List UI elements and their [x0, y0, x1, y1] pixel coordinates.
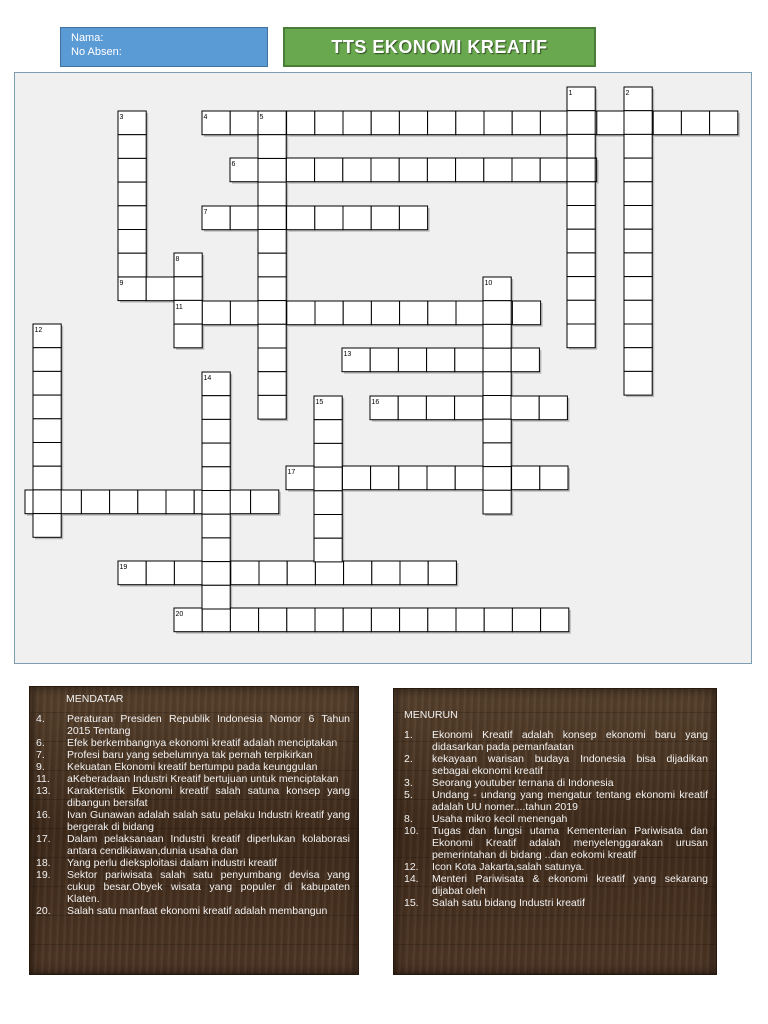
crossword-cell[interactable]	[427, 158, 455, 182]
crossword-cell[interactable]	[146, 561, 174, 585]
crossword-cell[interactable]	[202, 396, 230, 420]
crossword-cell[interactable]	[258, 395, 286, 419]
crossword-cell[interactable]	[512, 111, 540, 135]
clue-text: Usaha mikro kecil menengah	[432, 813, 568, 825]
crossword-cell[interactable]	[174, 561, 202, 585]
clue-text: Ekonomi Kreatif adalah konsep ekonomi baru yang didasarkan pada pemanfaatan	[432, 729, 708, 753]
crossword-cell[interactable]	[166, 490, 194, 514]
crossword-cell[interactable]	[230, 111, 258, 135]
crossword-cell[interactable]	[146, 277, 174, 301]
crossword-cell[interactable]	[428, 301, 456, 325]
crossword-cell[interactable]	[455, 396, 483, 420]
cell-number: 6	[231, 161, 236, 168]
crossword-cell[interactable]	[202, 491, 230, 515]
title-banner	[283, 27, 596, 67]
menurun-clue	[404, 897, 708, 909]
crossword-cell[interactable]	[483, 467, 511, 491]
crossword-cell[interactable]	[314, 443, 342, 467]
cell-number: 15	[315, 399, 324, 406]
crossword-cell[interactable]	[118, 182, 146, 206]
clue-number: 20.	[36, 905, 51, 917]
menurun-clue	[404, 825, 708, 861]
clue-number: 4.	[36, 713, 45, 725]
cell-number: 9	[119, 280, 124, 287]
crossword-cell[interactable]	[398, 396, 426, 420]
clue-number: 17.	[36, 833, 51, 845]
clue-text: Karakteristik Ekonomi kreatif salah satuna konsep yang dibangun bersifat	[67, 785, 350, 809]
clue-number: 19.	[36, 869, 51, 881]
crossword-cell[interactable]	[230, 608, 258, 632]
crossword-cell[interactable]	[342, 466, 370, 490]
crossword-cell[interactable]	[456, 158, 484, 182]
mendatar-clue	[36, 773, 350, 785]
mendatar-clue	[36, 785, 350, 809]
crossword-cell[interactable]	[624, 253, 652, 277]
crossword-cell[interactable]	[681, 111, 709, 135]
crossword-cell[interactable]	[33, 490, 61, 514]
crossword-cell[interactable]	[251, 490, 279, 514]
clue-text: kekayaan warisan budaya Indonesia bisa dijadikan sebagai ekonomi kreatif	[432, 753, 708, 777]
crossword-cell[interactable]	[81, 490, 109, 514]
crossword-cell[interactable]	[315, 561, 343, 585]
crossword-cell[interactable]	[399, 158, 427, 182]
crossword-cell[interactable]	[483, 396, 511, 420]
page-title: TTS EKONOMI KREATIF	[331, 36, 548, 57]
crossword-cell[interactable]	[512, 158, 540, 182]
clue-text: Salah satu manfaat ekonomi kreatif adalah membangun	[67, 905, 328, 917]
crossword-cell[interactable]	[33, 419, 61, 443]
mendatar-clue	[36, 869, 350, 905]
crossword-cell[interactable]	[118, 206, 146, 230]
crossword-cell[interactable]	[202, 467, 230, 491]
crossword-cell[interactable]	[138, 490, 166, 514]
clue-number: 18.	[36, 857, 51, 869]
crossword-cell[interactable]	[258, 253, 286, 277]
crossword-cell[interactable]	[287, 111, 315, 135]
clue-number: 5.	[404, 789, 413, 801]
crossword-cell[interactable]	[202, 301, 230, 325]
crossword-cell[interactable]	[624, 134, 652, 158]
crossword-cell[interactable]	[202, 514, 230, 538]
crossword-cell[interactable]	[511, 396, 539, 420]
clue-text: Icon Kota Jakarta,salah satunya.	[432, 861, 585, 873]
crossword-cell[interactable]	[399, 466, 427, 490]
crossword-cell[interactable]	[315, 158, 343, 182]
clue-text: aKeberadaan Industri Kreatif bertujuan untuk menciptakan	[67, 773, 339, 785]
clue-text: Yang perlu dieksploitasi dalam industri kreatif	[67, 857, 277, 869]
crossword-cell[interactable]	[400, 608, 428, 632]
crossword-cell[interactable]	[258, 372, 286, 396]
no-absen-label: No Absen:	[71, 46, 122, 58]
crossword-cell[interactable]	[314, 420, 342, 444]
clue-number: 2.	[404, 753, 413, 765]
cell-number: 1	[568, 90, 573, 97]
menurun-heading: MENURUN	[404, 709, 458, 721]
crossword-cell[interactable]	[399, 206, 427, 230]
crossword-cell[interactable]	[202, 443, 230, 467]
menurun-clue-list	[404, 729, 708, 909]
crossword-cell[interactable]	[624, 371, 652, 395]
crossword-cell[interactable]	[33, 466, 61, 490]
crossword-cell[interactable]	[483, 490, 511, 514]
crossword-cell[interactable]	[624, 111, 652, 135]
crossword-cell[interactable]	[512, 608, 540, 632]
crossword-cell[interactable]	[484, 158, 512, 182]
crossword-cell[interactable]	[371, 158, 399, 182]
cell-number: 19	[119, 564, 128, 571]
crossword-cell[interactable]	[315, 206, 343, 230]
crossword-cell[interactable]	[539, 396, 567, 420]
crossword-cell[interactable]	[287, 301, 315, 325]
clue-number: 3.	[404, 777, 413, 789]
crossword-cell[interactable]	[258, 135, 286, 159]
clue-number: 8.	[404, 813, 413, 825]
crossword-cell[interactable]	[258, 206, 286, 230]
nama-label: Nama:	[71, 32, 104, 44]
clue-text: Sektor pariwisata salah satu penyumbang devisa yang cukup besar.Obyek wisata yang populer di kabupaten Klaten.	[67, 869, 350, 905]
crossword-cell[interactable]	[287, 206, 315, 230]
crossword-cell[interactable]	[258, 182, 286, 206]
crossword-cell[interactable]	[710, 111, 738, 135]
crossword-cell[interactable]	[483, 301, 511, 325]
crossword-cell[interactable]	[370, 348, 398, 372]
clue-text: Efek berkembangnya ekonomi kreatif adalah menciptakan	[67, 737, 338, 749]
crossword-cell[interactable]	[567, 277, 595, 301]
crossword-cell[interactable]	[540, 466, 568, 490]
crossword-cell[interactable]	[624, 182, 652, 206]
clue-text: Peraturan Presiden Republik Indonesia Nomor 6 Tahun 2015 Tentang	[67, 713, 350, 737]
crossword-cell[interactable]	[202, 419, 230, 443]
crossword-cell[interactable]	[259, 561, 287, 585]
crossword-cell[interactable]	[428, 608, 456, 632]
crossword-cell[interactable]	[455, 466, 483, 490]
crossword-cell[interactable]	[343, 111, 371, 135]
crossword-cell[interactable]	[597, 111, 625, 135]
crossword-cell[interactable]	[371, 206, 399, 230]
crossword-cell[interactable]	[315, 301, 343, 325]
clue-number: 12.	[404, 861, 419, 873]
crossword-cell[interactable]	[398, 348, 426, 372]
crossword-panel	[14, 72, 752, 664]
crossword-cell[interactable]	[33, 395, 61, 419]
mendatar-clue	[36, 713, 350, 737]
crossword-cell[interactable]	[33, 371, 61, 395]
crossword-cell[interactable]	[540, 111, 568, 135]
crossword-cell[interactable]	[624, 206, 652, 230]
crossword-cell[interactable]	[511, 348, 539, 372]
crossword-cell[interactable]	[371, 466, 399, 490]
crossword-cell[interactable]	[427, 466, 455, 490]
clue-number: 14.	[404, 873, 419, 885]
crossword-cell[interactable]	[427, 348, 455, 372]
clue-text: Ivan Gunawan adalah salah satu pelaku Industri kreatif yang bergerak di bidang	[67, 809, 350, 833]
clue-number: 13.	[36, 785, 51, 797]
crossword-cell[interactable]	[314, 491, 342, 515]
clue-number: 15.	[404, 897, 419, 909]
crossword-cell[interactable]	[314, 467, 342, 491]
menurun-clue	[404, 873, 708, 897]
cell-number: 13	[343, 351, 352, 358]
menurun-clue	[404, 813, 708, 825]
clue-text: Profesi baru yang sebelumnya tak pernah terpikirkan	[67, 749, 313, 761]
crossword-cell[interactable]	[567, 158, 595, 182]
crossword-cell[interactable]	[567, 253, 595, 277]
mendatar-clue	[36, 749, 350, 761]
crossword-cell[interactable]	[540, 158, 568, 182]
crossword-cell[interactable]	[286, 158, 314, 182]
crossword-cell[interactable]	[314, 538, 342, 562]
cell-number: 12	[34, 327, 43, 334]
crossword-cell[interactable]	[456, 301, 484, 325]
crossword-cell[interactable]	[314, 515, 342, 539]
crossword-cell[interactable]	[624, 229, 652, 253]
crossword-cell[interactable]	[371, 111, 399, 135]
crossword-cell[interactable]	[653, 111, 681, 135]
clue-text: Salah satu bidang Industri kreatif	[432, 897, 585, 909]
crossword-cell[interactable]	[428, 111, 456, 135]
crossword-cell[interactable]	[258, 158, 286, 182]
crossword-cell[interactable]	[343, 158, 371, 182]
crossword-cell[interactable]	[118, 135, 146, 159]
mendatar-clue-panel	[29, 686, 359, 975]
crossword-cell[interactable]	[484, 608, 512, 632]
menurun-clue	[404, 729, 708, 753]
cell-number: 20	[175, 611, 184, 618]
crossword-cell[interactable]	[512, 466, 540, 490]
menurun-clue	[404, 753, 708, 777]
clue-text: Menteri Pariwisata & ekonomi kreatif yang sekarang dijabat oleh	[432, 873, 708, 897]
crossword-cell[interactable]	[400, 301, 428, 325]
crossword-cell[interactable]	[624, 277, 652, 301]
clue-text: Undang - undang yang mengatur tentang ekonomi kreatif adalah UU nomer....tahun 2019	[432, 789, 708, 813]
mendatar-clue	[36, 737, 350, 749]
crossword-cell[interactable]	[231, 561, 259, 585]
cell-number: 8	[175, 256, 180, 263]
crossword-cell[interactable]	[428, 561, 456, 585]
crossword-cell[interactable]	[372, 561, 400, 585]
crossword-cell[interactable]	[230, 301, 258, 325]
crossword-cell[interactable]	[202, 608, 230, 632]
crossword-cell[interactable]	[118, 158, 146, 182]
crossword-cell[interactable]	[400, 561, 428, 585]
crossword-cell[interactable]	[483, 372, 511, 396]
crossword-cell[interactable]	[174, 277, 202, 301]
mendatar-clue	[36, 905, 350, 917]
cell-number: 4	[203, 114, 208, 121]
clue-text: Seorang youtuber ternana di Indonesia	[432, 777, 614, 789]
crossword-cell[interactable]	[259, 608, 287, 632]
crossword-cell[interactable]	[456, 608, 484, 632]
cell-number: 14	[203, 375, 212, 382]
crossword-cell[interactable]	[33, 514, 61, 538]
crossword-cell[interactable]	[202, 538, 230, 562]
crossword-cell[interactable]	[258, 277, 286, 301]
crossword-cell[interactable]	[426, 396, 454, 420]
crossword-cell[interactable]	[624, 300, 652, 324]
crossword-cell[interactable]	[343, 206, 371, 230]
cell-number: 7	[203, 209, 208, 216]
crossword-cell[interactable]	[230, 206, 258, 230]
crossword-cell[interactable]	[287, 608, 315, 632]
crossword-cell[interactable]	[567, 324, 595, 348]
clue-text: Tugas dan fungsi utama Kementerian Pariwisata dan Ekonomi Kreatif adalah menyelenggarakan urusan pemerintahan di bidang ..dan eokomi kreatif	[432, 825, 708, 861]
crossword-cell[interactable]	[483, 419, 511, 443]
cell-number: 5	[259, 114, 264, 121]
crossword-cell[interactable]	[567, 134, 595, 158]
crossword-cell[interactable]	[624, 158, 652, 182]
mendatar-clue	[36, 857, 350, 869]
mendatar-heading: MENDATAR	[66, 693, 124, 705]
crossword-cell[interactable]	[118, 253, 146, 277]
crossword-cell[interactable]	[258, 324, 286, 348]
mendatar-clue	[36, 833, 350, 857]
crossword-cell[interactable]	[567, 300, 595, 324]
crossword-cell[interactable]	[624, 348, 652, 372]
crossword-cell[interactable]	[399, 111, 427, 135]
crossword-cell[interactable]	[33, 443, 61, 467]
mendatar-clue	[36, 761, 350, 773]
crossword-cell[interactable]	[483, 324, 511, 348]
crossword-cell[interactable]	[567, 182, 595, 206]
crossword-cell[interactable]	[484, 111, 512, 135]
crossword-cell[interactable]	[315, 608, 343, 632]
crossword-cell[interactable]	[371, 301, 399, 325]
clue-number: 10.	[404, 825, 419, 837]
crossword-cell[interactable]	[567, 206, 595, 230]
menurun-clue	[404, 777, 708, 789]
cell-number: 2	[625, 90, 630, 97]
cell-number: 16	[371, 399, 380, 406]
menurun-clue	[404, 789, 708, 813]
crossword-cell[interactable]	[118, 230, 146, 254]
name-absen-box	[60, 27, 268, 67]
crossword-cell[interactable]	[456, 111, 484, 135]
crossword-cell[interactable]	[541, 608, 569, 632]
crossword-cell[interactable]	[371, 608, 399, 632]
crossword-cell[interactable]	[624, 324, 652, 348]
crossword-cell[interactable]	[287, 561, 315, 585]
mendatar-clue	[36, 809, 350, 833]
crossword-cell[interactable]	[174, 324, 202, 348]
clue-number: 7.	[36, 749, 45, 761]
crossword-cell[interactable]	[483, 443, 511, 467]
crossword-cell[interactable]	[343, 301, 371, 325]
crossword-cell[interactable]	[33, 348, 61, 372]
crossword-cell[interactable]	[455, 348, 483, 372]
cell-number: 11	[175, 304, 183, 311]
crossword-cell[interactable]	[202, 562, 230, 586]
clue-number: 16.	[36, 809, 51, 821]
crossword-cell[interactable]	[344, 561, 372, 585]
clue-number: 1.	[404, 729, 413, 741]
crossword-cell[interactable]	[483, 348, 511, 372]
crossword-cell[interactable]	[512, 301, 540, 325]
crossword-grid	[15, 73, 753, 665]
crossword-cell[interactable]	[258, 230, 286, 254]
clue-number: 6.	[36, 737, 45, 749]
mendatar-clue-list	[36, 713, 350, 917]
cell-number: 3	[119, 114, 124, 121]
clue-number: 11.	[36, 773, 50, 785]
crossword-cell[interactable]	[110, 490, 138, 514]
crossword-cell[interactable]	[567, 111, 595, 135]
cell-number: 10	[484, 280, 493, 287]
crossword-cell[interactable]	[258, 301, 286, 325]
menurun-clue	[404, 861, 708, 873]
crossword-cell[interactable]	[258, 348, 286, 372]
crossword-cell[interactable]	[343, 608, 371, 632]
clue-number: 9.	[36, 761, 45, 773]
clue-text: Dalam pelaksanaan Industri kreatif diperlukan kolaborasi antara cendikiawan,dunia usaha dan	[67, 833, 350, 857]
crossword-cell[interactable]	[567, 229, 595, 253]
cell-number: 17	[287, 469, 296, 476]
crossword-cell[interactable]	[315, 111, 343, 135]
clue-text: Kekuatan Ekonomi kreatif bertumpu pada keunggulan	[67, 761, 318, 773]
crossword-cell[interactable]	[202, 585, 230, 609]
menurun-clue-panel	[393, 688, 717, 975]
